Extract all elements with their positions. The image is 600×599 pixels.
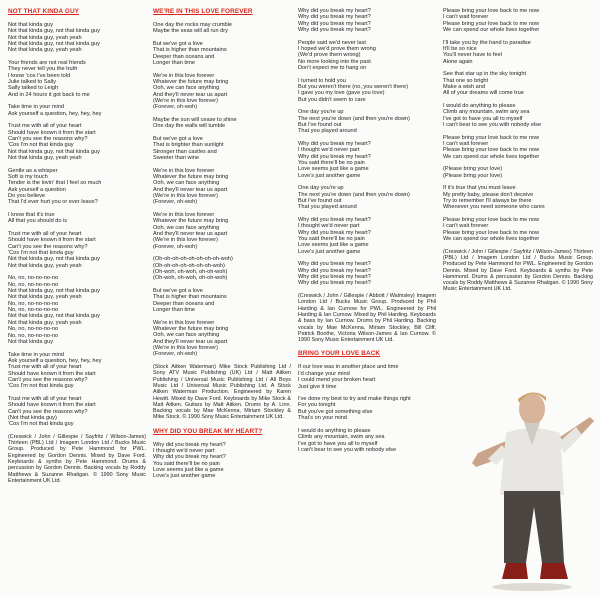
lyric-stanza	[153, 73, 291, 111]
lyric-stanza	[298, 396, 436, 421]
lyric-line: You said there'll be no pain	[153, 460, 220, 467]
lyric-line: I gave you my love (gave you love)	[298, 90, 385, 97]
lyric-line: Make a wish and	[443, 84, 485, 91]
lyrics	[153, 22, 291, 358]
lyric-line: Whatever the future may bring	[153, 174, 229, 181]
lyric-stanza	[298, 185, 436, 210]
lyric-line: I hoped we'd prove them wrong	[298, 46, 376, 53]
lyric-line: I've done my best to try and make things right	[298, 396, 411, 403]
lyric-line: Sally talked to Leigh	[8, 85, 59, 92]
lyric-line: That is higher than mountains	[153, 294, 227, 301]
lyric-line: You said there'll be no pain	[298, 160, 365, 167]
lyric-line: Not that kinda guy, not that kinda guy	[8, 28, 100, 35]
song-not-that-kinda-guy	[8, 8, 146, 484]
lyric-line: Why did you break my heart?	[298, 261, 371, 268]
lyric-line: Should have known it from the start	[8, 237, 96, 244]
column-2	[153, 8, 291, 486]
lyric-line: The next you're down (and then you're down)	[298, 115, 410, 122]
lyric-line: Trust me with all of your heart	[8, 364, 82, 371]
lyric-line: People said we'd never last	[298, 39, 366, 46]
lyric-line: Love seems just like a game	[298, 242, 369, 249]
lyric-line: I've got to have you all to myself	[443, 115, 523, 122]
lyric-line: Love's just another game	[298, 172, 361, 179]
lyric-stanza	[443, 8, 593, 33]
lyric-stanza	[298, 78, 436, 103]
lyric-line: (Forever, oh-woh)	[153, 351, 198, 358]
column-3	[298, 8, 436, 459]
lyric-line: I thought we'd never part	[153, 448, 215, 455]
lyric-line: We can spend our whole lives together	[443, 153, 540, 160]
lyric-line: Should have known it from the start	[8, 129, 96, 136]
lyric-line: Why did you break my heart?	[298, 274, 371, 281]
lyrics	[298, 364, 436, 453]
lyric-stanza	[153, 41, 291, 66]
lyric-stanza	[8, 231, 146, 269]
lyric-line: But we've got a love	[153, 40, 203, 47]
lyric-line: Tender is the lovin' that I feel so much	[8, 180, 102, 187]
lyric-line: (Oh-oh-oh-oh-oh-oh-oh-oh-woh)	[153, 256, 233, 263]
lyric-line: Why did you break my heart?	[153, 441, 226, 448]
lyric-stanza	[443, 217, 593, 242]
lyric-line: But we've got a love	[153, 288, 203, 295]
lyric-line: And they'll never tear us apart	[153, 91, 228, 98]
singer-photo	[468, 367, 596, 595]
lyric-line: Why did you break my heart?	[298, 153, 371, 160]
song-credits: (Creswick / John / Gillespie / Abbott / Walmsley) Imagem London Ltd / Bucks Music Group. Produced by Phil Harding & Ian Curnow for PWL. Engineered by Phil Harding & Ian Curnow. Mixed by Phil Harding. Keyboards & bass by Ian Curnow. Drums by Phil Harding. Backing vocals by Mae McKenna, Miriam Stockley, Bill Cliff, Patrick Boothe, Victoria Wilson-James & Ian Curnow. © 1990 Sony Music Entertainment UK Ltd.	[298, 293, 436, 344]
lyric-line: One day the rocks may crumble	[153, 22, 232, 28]
lyric-line: (We're in this love forever)	[153, 237, 219, 244]
lyric-line: Please bring your love back to me now	[443, 8, 540, 14]
lyric-line: You said there'll be no pain	[298, 236, 365, 243]
lyric-line: If it's true that you must leave	[443, 185, 516, 192]
lyric-line: Can't you see the reasons why?	[8, 376, 88, 383]
lyric-line: All that you should do is	[8, 218, 68, 225]
lyric-line: (Not that kinda guy)	[8, 414, 57, 421]
lyric-line: But I've found out	[298, 122, 342, 129]
lyric-line: No, no, no-no-no-no	[8, 275, 59, 282]
lyric-line: Why did you break my heart?	[298, 229, 371, 236]
lyric-line: That you played around	[298, 204, 357, 211]
lyric-line: Whenever you need someone who cares	[443, 204, 545, 211]
lyric-stanza	[298, 428, 436, 453]
lyric-stanza	[8, 212, 146, 225]
lyric-line: Ooh, we can face anything	[153, 85, 220, 92]
lyric-line: I've got to have you all to myself	[298, 440, 378, 447]
lyric-line: Please bring your love back to me now	[443, 229, 540, 236]
lyric-line: That is higher than mountains	[153, 47, 227, 54]
lyric-line: We can spend our whole lives together	[443, 236, 540, 243]
lyric-line: And they'll never tear us apart	[153, 338, 228, 345]
lyric-line: Your friends are not real friends	[8, 60, 86, 67]
lyric-stanza	[153, 22, 291, 35]
lyrics	[8, 22, 146, 428]
lyric-stanza	[153, 288, 291, 313]
lyric-line: Please bring your love back to me now	[443, 147, 540, 154]
lyric-line: Not that kinda guy	[8, 338, 54, 345]
lyric-stanza	[8, 123, 146, 161]
song-bring-your-love-back-continued	[443, 8, 593, 293]
lyric-line: Trust me with all of your heart	[8, 123, 82, 130]
lyric-line: Alone again	[443, 58, 473, 65]
lyric-line: That's on your mind	[298, 415, 347, 422]
lyric-line: (Oh-woh, oh-woh, oh-oh-woh)	[153, 275, 228, 282]
lyric-line: No more looking into the past	[298, 58, 371, 65]
lyric-line: I turned to hold you	[298, 77, 346, 84]
lyric-line: Please bring your love back to me now	[443, 217, 540, 224]
lyric-line: See that star up in the sky tonight	[443, 71, 527, 78]
song-were-in-this-love-forever	[153, 8, 291, 421]
lyric-line: Please bring your love back to me now	[443, 20, 540, 27]
lyric-line: We can spend our whole lives together	[443, 27, 540, 34]
lyric-line: Ask yourself a question, hey, hey, hey	[8, 110, 102, 117]
lyric-line: (Please bring your love)	[443, 166, 503, 173]
lyrics	[298, 8, 436, 287]
lyric-line: It'll be so nice	[443, 46, 477, 53]
lyric-line: Ask yourself a question	[8, 186, 66, 193]
lyric-line: Love seems just like a game	[153, 467, 224, 474]
lyric-line: No, no, no-no-no-no	[8, 307, 59, 314]
lyric-stanza	[443, 135, 593, 160]
lyric-line: Whatever the future may bring	[153, 326, 229, 333]
lyric-line: Love's just another game	[153, 473, 216, 480]
lyric-stanza	[8, 168, 146, 206]
lyric-line: Maybe the seas will all run dry	[153, 28, 228, 35]
lyrics	[153, 442, 291, 480]
lyric-line: That one so bright	[443, 77, 489, 84]
lyric-stanza	[153, 136, 291, 161]
song-title: WHY DID YOU BREAK MY HEART?	[153, 427, 263, 435]
lyric-line: No, no, no-no-no-no	[8, 332, 59, 339]
lyric-line: Not that kinda guy, not that kinda guy	[8, 148, 100, 155]
lyric-line: (Forever, oh-woh)	[153, 104, 198, 111]
lyric-line: Love's just another game	[298, 248, 361, 255]
lyric-line: That is brighter than sunlight	[153, 142, 224, 149]
lyric-line: Can't you see the reasons why?	[8, 408, 88, 415]
lyric-stanza	[153, 442, 291, 480]
lyric-line: Why did you break my heart?	[153, 454, 226, 461]
lyric-line: The next you're down (and then you're down)	[298, 191, 410, 198]
lyric-line: Whatever the future may bring	[153, 218, 229, 225]
lyric-line: Why did you break my heart?	[298, 8, 371, 14]
song-why-did-you-break-my-heart	[153, 428, 291, 480]
lyric-line: Why did you break my heart?	[298, 217, 371, 224]
lyric-line: Ooh, we can face anything	[153, 224, 220, 231]
lyric-line: Soft is my touch	[8, 174, 48, 181]
lyric-line: I would do anything to please	[298, 427, 371, 434]
lyric-line: (Forever, oh-woh)	[153, 243, 198, 250]
lyric-line: Maybe the sun will cease to shine	[153, 117, 237, 124]
lyric-line: No, no, no-no-no-no	[8, 326, 59, 333]
lyric-line: And they'll never tear us apart	[153, 186, 228, 193]
lyric-line: One day the walls will tumble	[153, 123, 226, 130]
lyric-line: Deeper than oceans and	[153, 53, 215, 60]
lyric-line: 'Cos I'm not that kinda guy	[8, 142, 74, 149]
lyric-line: One day you're up	[298, 185, 344, 192]
lyric-line: Not that kinda guy, not that kinda guy	[8, 256, 100, 263]
lyric-stanza	[298, 109, 436, 134]
lyric-line: My pretty baby, please don't deceive	[443, 191, 534, 198]
lyric-line: (We're in this love forever)	[153, 193, 219, 200]
lyric-line: (Forever, oh-woh)	[153, 199, 198, 206]
lyric-stanza	[8, 396, 146, 428]
lyric-line: Can't you see the reasons why?	[8, 136, 88, 143]
song-title: NOT THAT KINDA GUY	[8, 8, 80, 15]
lyric-line: Not that kinda guy	[8, 22, 54, 28]
lyric-stanza	[8, 22, 146, 54]
lyrics	[443, 8, 593, 242]
lyric-stanza	[298, 8, 436, 33]
song-title: BRING YOUR LOVE BACK	[298, 350, 381, 358]
lyric-stanza	[153, 117, 291, 130]
lyric-line: Not that kinda guy, yeah yeah	[8, 319, 82, 326]
lyric-line: Just give it time	[298, 383, 337, 390]
lyric-line: Ooh, we can face anything	[153, 332, 220, 339]
lyric-line: Not that kinda guy, yeah yeah	[8, 155, 82, 162]
lyric-line: We're in this love forever	[153, 319, 215, 326]
lyric-line: But you didn't seem to care	[298, 96, 366, 103]
lyric-line: But we've got a love	[153, 136, 203, 142]
lyric-line: No, no, no-no-no-no	[8, 281, 59, 288]
lyric-stanza	[443, 166, 593, 179]
lyric-line: Not that kinda guy, yeah yeah	[8, 262, 82, 269]
lyric-line: Not that kinda guy, not that kinda guy	[8, 313, 100, 320]
lyric-line: Longer than time	[153, 60, 195, 67]
lyric-line: I know that it's true	[8, 212, 55, 219]
lyric-line: I thought we'd never part	[298, 147, 360, 154]
lyric-line: Why did you break my heart?	[298, 267, 371, 274]
lyric-stanza	[298, 217, 436, 255]
lyric-line: Why did you break my heart?	[298, 14, 371, 21]
lyric-line: Trust me with all of your heart	[8, 395, 82, 402]
lyric-line: I can't wait forever	[443, 141, 489, 148]
lyric-line: (We're in this love forever)	[153, 98, 219, 105]
lyric-stanza	[8, 104, 146, 117]
lyric-stanza	[298, 40, 436, 72]
lyric-line: Not that kinda guy, yeah yeah	[8, 47, 82, 54]
lyric-stanza	[8, 352, 146, 390]
column-4	[443, 8, 593, 300]
lyric-line: Trust me with all of your heart	[8, 231, 82, 238]
lyric-line: Love seems just like a game	[298, 166, 369, 173]
lyric-line: And they'll never tear us apart	[153, 231, 228, 238]
lyric-line: I'd change your mind	[298, 370, 350, 377]
lyric-line: Do you believe	[8, 193, 46, 200]
lyric-line: I could mend your broken heart	[298, 377, 376, 384]
lyric-line: We're in this love forever	[153, 167, 215, 174]
song-credits: (Stock Aitken Waterman) Mike Stock Publishing Ltd / Sony ATV Music Publishing (UK) Ltd / Matt Aitken Publishing / Universal Music Publishing Ltd / All Boys Music Ltd / Universal Music Publishing Ltd. A Stock Aitken Waterman Production. Engineered by Karen Hewitt. Mixed by Dave Ford. Keyboards by Mike Stock & Matt Aitken. Guitars by Matt Aitken. Drums by A. Linn. Backing vocals by Mae McKenna, Miriam Stockley & Mike Stock. © 1990 Sony Music Entertainment UK Ltd.	[153, 364, 291, 421]
lyric-line: (Oh-oh-oh-oh-oh-oh-oh-woh)	[153, 262, 225, 269]
lyric-stanza	[443, 185, 593, 210]
lyric-stanza	[153, 320, 291, 358]
lyric-stanza	[298, 141, 436, 179]
lyric-line: One day you're up	[298, 109, 344, 116]
lyric-line: 'Cos I'm not that kinda guy	[8, 250, 74, 257]
lyric-line: If our love was in another place and time	[298, 364, 399, 371]
song-credits: (Creswick / John / Gillespie / Sayfritz / Wilson-James) Thirteen (PBL) Ltd / Imagem London Ltd / Bucks Music Group. Produced by Pete Hammond for PWL. Engineered by Gordon Dennis. Mixed by Dave Ford. Keyboards & synths by Pete Hammond. Drums & percussion by Gordon Dennis. Backing vocals by Roddy Matthews & Suzanne Rhatigan. © 1990 Sony Music Entertainment UK Ltd.	[8, 433, 146, 484]
lyric-line: Why did you break my heart?	[298, 20, 371, 27]
lyric-line: We're in this love forever	[153, 212, 215, 219]
lyric-line: Why did you break my heart?	[298, 280, 371, 287]
lyric-line: (We'd prove them wrong)	[298, 52, 361, 59]
lyric-line: That you played around	[298, 128, 357, 135]
lyric-line: Climb any mountain, swim any sea	[298, 434, 385, 441]
lyric-line: And in 24 hours it got back to me	[8, 91, 90, 98]
lyric-line: They never tell you the truth	[8, 66, 78, 73]
lyric-line: (We're in this love forever)	[153, 345, 219, 352]
lyric-stanza	[153, 212, 291, 250]
lyric-line: Whatever the future may bring	[153, 79, 229, 85]
lyric-stanza	[153, 256, 291, 281]
lyric-line: 'Cos I'm not that kinda guy	[8, 383, 74, 390]
song-title: WE'RE IN THIS LOVE FOREVER	[153, 8, 253, 15]
lyric-line: I know 'cos I've been told	[8, 72, 71, 79]
lyric-line: Not that kinda guy, yeah yeah	[8, 34, 82, 41]
lyric-line: No, no, no-no-no-no	[8, 300, 59, 307]
lyric-line: Try to remember I'll always be there	[443, 198, 532, 205]
lyric-line: I can't wait forever	[443, 14, 489, 21]
lyric-line: That I'd ever hurt you or ever leave?	[8, 199, 98, 206]
lyric-stanza	[153, 168, 291, 206]
lyric-line: I'll take you by the hand to paradise	[443, 39, 531, 46]
lyric-stanza	[298, 261, 436, 286]
lyric-line: Take time in your mind	[8, 351, 64, 358]
lyric-line: Please bring your love back to me now	[443, 134, 540, 141]
lyric-line: Climb any mountain, swim any sea	[443, 109, 530, 116]
song-credits: (Creswick / John / Gillespie / Sayfritz / Wilson-James) Thirteen (PBL) Ltd / Imagem London Ltd / Bucks Music Group. Produced by Pete Hammond for PWL. Engineered by Gordon Dennis. Mixed by Dave Ford. Keyboards & synths by Pete Hammond. Drums & percussion by Gordon Dennis. Backing vocals by Roddy Matthews & Suzanne Rhatigan. © 1990 Sony Music Entertainment UK Ltd.	[443, 248, 593, 293]
lyric-line: Julie talked to Sally	[8, 79, 56, 86]
column-1	[8, 8, 146, 491]
lyric-line: Can't you see the reasons why?	[8, 243, 88, 250]
lyric-line: I would do anything to please	[443, 103, 516, 110]
lyric-line: Take time in your mind	[8, 104, 64, 111]
lyric-line: I can't wait forever	[443, 223, 489, 230]
lyric-line: Sweeter than wine	[153, 155, 200, 162]
lyric-line: Why did you break my heart?	[298, 27, 371, 34]
lyric-line: But I've found out	[298, 198, 342, 205]
lyric-stanza	[8, 60, 146, 98]
lyric-line: Should have known it from the start	[8, 402, 96, 409]
lyric-line: I can't bear to see you with nobody else	[443, 122, 542, 129]
lyric-line: Should have known it from the start	[8, 370, 96, 377]
lyric-line: Don't expect me to hang on	[298, 65, 367, 72]
lyric-stanza	[298, 364, 436, 389]
lyric-line: I can't bear to see you with nobody else	[298, 446, 397, 453]
lyric-line: Ask yourself a question, hey, hey, hey	[8, 357, 102, 364]
song-why-did-you-break-my-heart-continued	[298, 8, 436, 343]
lyric-stanza	[443, 71, 593, 96]
lyric-line: Deeper than oceans and	[153, 300, 215, 307]
lyric-line: I thought we'd never part	[298, 223, 360, 230]
lyric-line: Stronger than castles and	[153, 148, 217, 155]
lyric-line: Not that kinda guy, not that kinda guy	[8, 41, 100, 48]
lyric-line: Why did you break my heart?	[298, 141, 371, 148]
lyric-line: (Please bring your love)	[443, 172, 503, 179]
lyric-line: All of your dreams will come true	[443, 90, 524, 97]
lyric-stanza	[8, 275, 146, 345]
lyric-line: We're in this love forever	[153, 72, 215, 79]
singer-figure	[472, 392, 594, 591]
lyric-line: Not that kinda guy, not that kinda guy	[8, 288, 100, 295]
lyric-line: For you tonight	[298, 402, 336, 409]
lyric-line: But you weren't there (no, you weren't there)	[298, 84, 409, 91]
lyric-line: Not that kinda guy, yeah yeah	[8, 294, 82, 301]
lyric-line: (Oh-woh, oh-woh, oh-oh-woh)	[153, 269, 228, 276]
song-bring-your-love-back	[298, 350, 436, 453]
lyric-stanza	[443, 40, 593, 65]
lyric-line: You'll never have to feel	[443, 52, 503, 59]
lyric-line: But you've got something else	[298, 408, 373, 415]
lyric-stanza	[443, 103, 593, 128]
lyric-line: Gentle as a whisper	[8, 167, 58, 174]
lyric-line: Ooh, we can face anything	[153, 180, 220, 187]
lyric-line: 'Cos I'm not that kinda guy	[8, 421, 74, 428]
lyric-line: Longer than time	[153, 307, 195, 314]
